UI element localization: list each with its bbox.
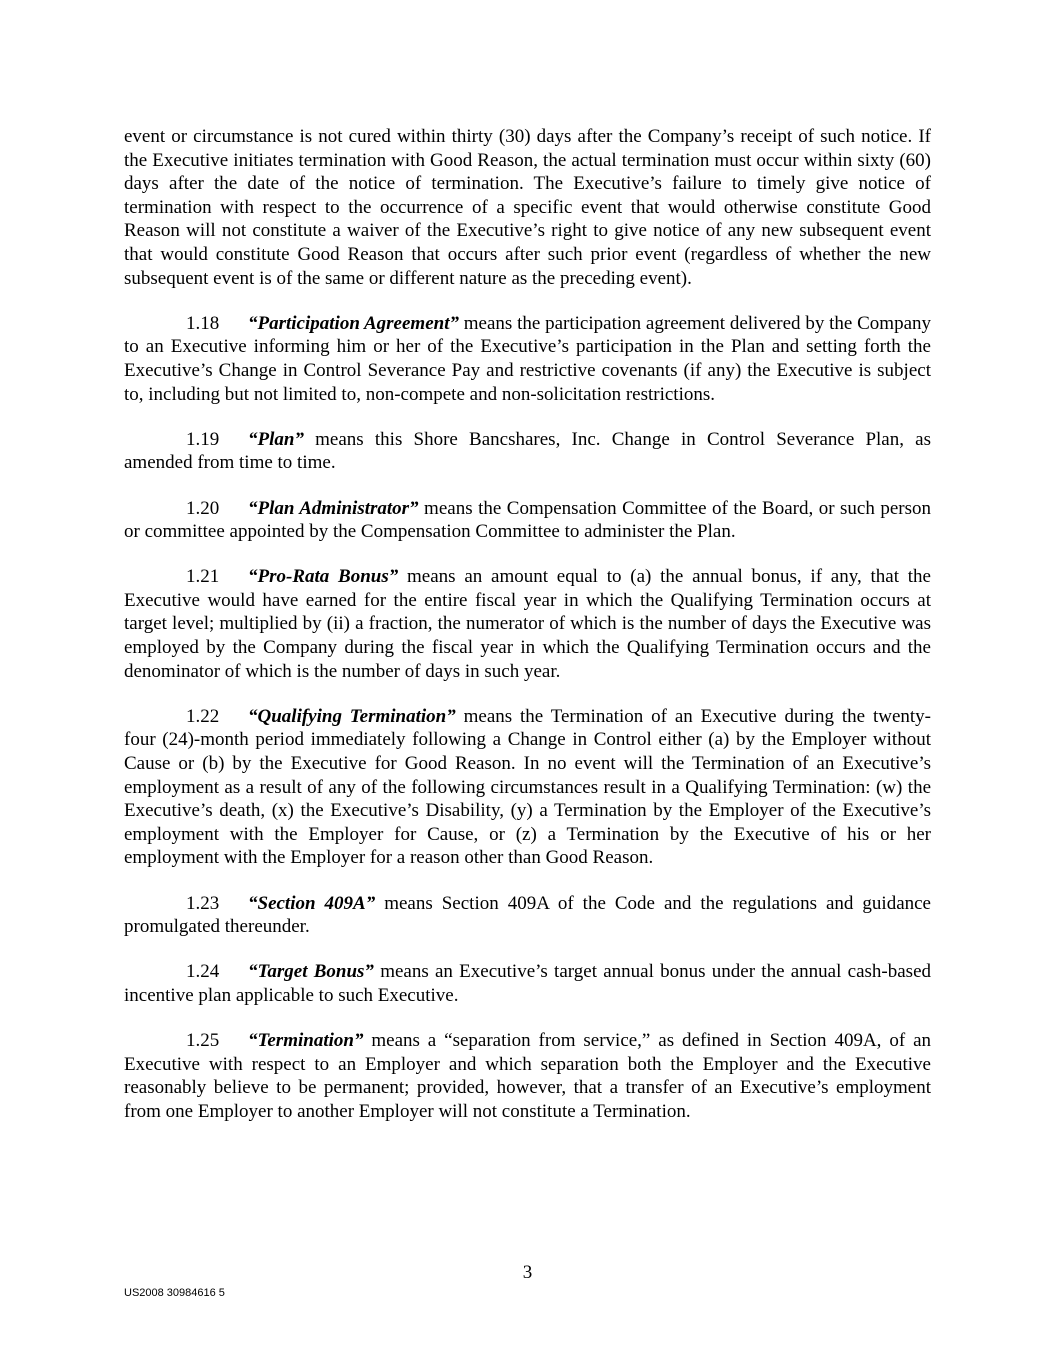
section-number: 1.19 [186, 428, 220, 450]
definition-1-24 [124, 960, 931, 1007]
definition-1-18 [124, 312, 931, 406]
document-body [124, 125, 931, 1145]
defined-term: “Qualifying Termination” [248, 705, 456, 727]
definition-1-22 [124, 705, 931, 870]
defined-term: “Termination” [248, 1030, 364, 1052]
section-number: 1.25 [186, 1030, 220, 1052]
definition-text: means the participation agreement delivered by the Company to an Executive informing him or her of the Executive’s participation in the Plan and setting forth the Executive’s Change in Control Severance Pay and restrictive covenants (if any) the Executive is subject to, including but not limited to, non-compete and non-solicitation restrictions. [124, 312, 932, 405]
document-id: US2008 30984616 5 [124, 1287, 225, 1299]
defined-term: “Target Bonus” [248, 961, 374, 983]
definition-1-19 [124, 428, 931, 475]
definition-text: means the Termination of an Executive during the twenty-four (24)-month period immediately following a Change in Control either (a) by the Employer without Cause or (b) by the Executive for Good Reason. In no event will the Termination of an Executive’s employment as a result of any of the following circumstances result in a Qualifying Termination: (w) the Executive’s death, (x) the Executive’s Disability, (y) a Termination by the Employer of the Executive’s employment with the Employer for Cause, or (z) a Termination by the Executive of his or her employment with the Employer for a reason other than Good Reason. [124, 705, 932, 869]
intro-paragraph: event or circumstance is not cured within thirty (30) days after the Company’s receipt of such notice. If the Executive initiates termination with Good Reason, the actual termination must occur within sixty (60) days after the date of the notice of termination. The Executive’s failure to timely give notice of termination with respect to the occurrence of a specific event that would otherwise constitute Good Reason will not constitute a waiver of the Executive’s right to give notice of any new subsequent event that would constitute Good Reason that occurs after such prior event (regardless of whether the new subsequent event is of the same or different nature as the preceding event). [124, 126, 931, 289]
definition-text: means Section 409A of the Code and the regulations and guidance promulgated thereunder. [124, 892, 931, 938]
definition-1-25 [124, 1029, 931, 1123]
defined-term: “Participation Agreement” [248, 312, 459, 334]
definition-text: means the Compensation Committee of the Board, or such person or committee appointed by the Compensation Committee to administer the Plan. [124, 497, 932, 543]
defined-term: “Pro-Rata Bonus” [248, 566, 399, 588]
definition-1-20 [124, 497, 931, 544]
defined-term: “Section 409A” [248, 892, 376, 914]
definition-text: means this Shore Bancshares, Inc. Change in Control Severance Plan, as amended from time to time. [124, 428, 931, 474]
section-number: 1.22 [186, 705, 220, 727]
section-number: 1.21 [186, 566, 220, 588]
section-number: 1.18 [186, 312, 220, 334]
definition-text: means an Executive’s target annual bonus under the annual cash-based incentive plan applicable to such Executive. [124, 961, 931, 1006]
definition-text: means a “separation from service,” as defined in Section 409A, of an Executive with respect to an Employer and which separation both the Employer and the Executive reasonably believe to be permanent; provided, however, that a transfer of an Executive’s employment from one Employer to another Employer will not constitute a Termination. [124, 1030, 931, 1122]
defined-term: “Plan Administrator” [248, 497, 419, 519]
definition-1-23 [124, 892, 931, 939]
section-number: 1.20 [186, 497, 220, 519]
defined-term: “Plan” [248, 428, 304, 450]
definition-text: means an amount equal to (a) the annual bonus, if any, that the Executive would have earned for the entire fiscal year in which the Qualifying Termination occurs at target level; multiplied by (ii) a fraction, the numerator of which is the number of days the Executive was employed by the Company during the fiscal year in which the Qualifying Termination occurs and the denominator of which is the number of days in such year. [124, 566, 931, 682]
section-number: 1.23 [186, 892, 220, 914]
page-number: 3 [522, 1262, 533, 1283]
section-number: 1.24 [186, 961, 220, 983]
definition-1-21 [124, 565, 931, 683]
